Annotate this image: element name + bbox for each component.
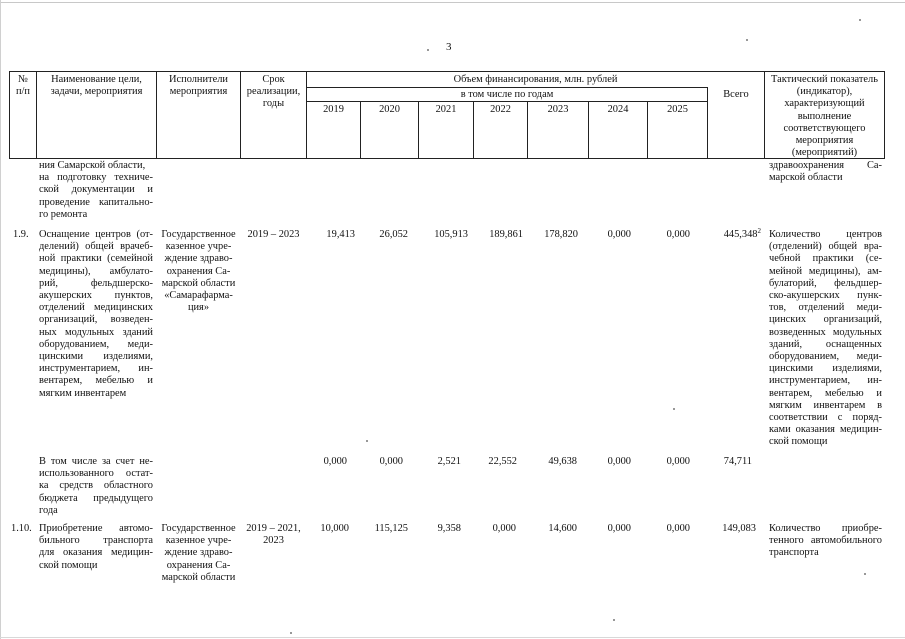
value-total: 149,083 [722, 523, 756, 534]
row-indicator: Количество приобре- тенного автомобильного транспорта [769, 523, 882, 559]
header-year: 2021 [435, 104, 457, 115]
header-col-by-years: в том числе по годам [460, 89, 554, 100]
row-name: Приобретение автомо- бильного транспорта для оказания медицин- ской помощи [39, 523, 153, 571]
row-number: 1.9. [13, 229, 29, 240]
row-continuation-indicator: здравоохранения Са- марской области [769, 160, 882, 184]
header-year: 2020 [379, 104, 400, 115]
header-col-indicator: Тактический показатель (индикатор), характеризующий выполнение соответствующего мероприятия (мероприятий) [771, 74, 878, 159]
header-year: 2025 [667, 104, 688, 115]
value-2025: 0,000 [666, 523, 690, 534]
scan-speck [746, 39, 748, 41]
value-2024: 0,000 [607, 229, 631, 240]
page-edge-bottom [0, 637, 905, 638]
row-continuation-name: ния Самарской области, на подготовку техниче- ской документации и проведение капитально- го ремонта [39, 160, 153, 220]
header-col-period: Срок реализации, годы [246, 74, 301, 110]
header-col-total: Всего [723, 89, 749, 100]
header-col-executors: Исполнители мероприятия [169, 74, 228, 98]
header-col-name: Наименование цели, задачи, мероприятия [50, 74, 143, 98]
table-top-border [9, 71, 884, 72]
header-year: 2019 [323, 104, 344, 115]
value-2020: 115,125 [374, 523, 408, 534]
value-2019: 19,413 [326, 229, 355, 240]
page-edge-left [0, 0, 1, 639]
header-year: 2022 [490, 104, 511, 115]
scan-speck [673, 408, 675, 410]
value-total: 445,348$^2$ [723, 227, 761, 240]
value-2025: 0,000 [666, 456, 690, 467]
row-name: Оснащение центров (от- делений) общей врачеб- ной практики (семейной медицины), амбулато- рий, фельдшерско- акушерских пунктов, отделений медицинских организаций, возведен- ных модульных зданий оборудованием, меди- цинскими изделиями, инструментарием, ин- вентарем, мебелью и мягким инвентарем [39, 229, 153, 399]
header-col-number: № п/п [15, 74, 30, 98]
scan-speck [427, 49, 429, 51]
header-subdivider-years [306, 87, 707, 88]
value-2019: 0,000 [323, 456, 347, 467]
scan-speck [290, 632, 292, 634]
value-2019: 10,000 [320, 523, 349, 534]
scan-speck [366, 440, 368, 442]
value-2023: 49,638 [548, 456, 577, 467]
row-indicator: Количество центров (отделений) общей вра- чебной практики (се- мейной медицины), ам- булаторий, фельдшер- ско-акушерских пунк- тов, отделений меди- цинских организаций, возведенных модульных зданий, оснащенных оборудованием, меди- цинскими изделиями, инструментарием, ин- вентарем, мебелью и мягким инвентарем в соответствии с поряд- ками оказания медицин- ской помощи [769, 229, 882, 448]
row-period: 2019 – 2023 [247, 229, 300, 240]
header-bottom-border [9, 158, 884, 159]
value-2020: 0,000 [379, 456, 403, 467]
value-2022: 189,861 [489, 229, 523, 240]
row-subitem-name: В том числе за счет не- использованного остат- ка средств областного бюджета предыдущего года [39, 456, 153, 516]
value-2021: 2,521 [437, 456, 461, 467]
value-2023: 14,600 [548, 523, 577, 534]
value-2022: 0,000 [492, 523, 516, 534]
value-2024: 0,000 [607, 523, 631, 534]
header-year: 2023 [547, 104, 569, 115]
page-number: 3 [446, 41, 452, 53]
header-col-funding: Объем финансирования, млн. рублей [453, 74, 618, 85]
scan-speck [864, 573, 866, 575]
row-period: 2019 – 2021, 2023 [246, 523, 301, 547]
scan-speck [859, 19, 861, 21]
row-number: 1.10. [11, 523, 32, 534]
row-executor: Государственное казенное учре- ждение здраво- охранения Са- марской области «Самарафарма- ция» [161, 229, 236, 314]
value-2023: 178,820 [544, 229, 578, 240]
value-2020: 26,052 [379, 229, 408, 240]
scan-speck [613, 619, 615, 621]
header-year: 2024 [607, 104, 629, 115]
value-total: 74,711 [723, 456, 752, 467]
value-2024: 0,000 [607, 456, 631, 467]
value-2021: 9,358 [437, 523, 461, 534]
footnote-mark: 2 [757, 227, 761, 235]
value-2025: 0,000 [666, 229, 690, 240]
value-2021: 105,913 [434, 229, 468, 240]
row-executor: Государственное казенное учре- ждение здраво- охранения Са- марской области [161, 523, 236, 583]
page-edge-top [0, 2, 905, 3]
col-border [884, 71, 885, 159]
value-2022: 22,552 [488, 456, 517, 467]
